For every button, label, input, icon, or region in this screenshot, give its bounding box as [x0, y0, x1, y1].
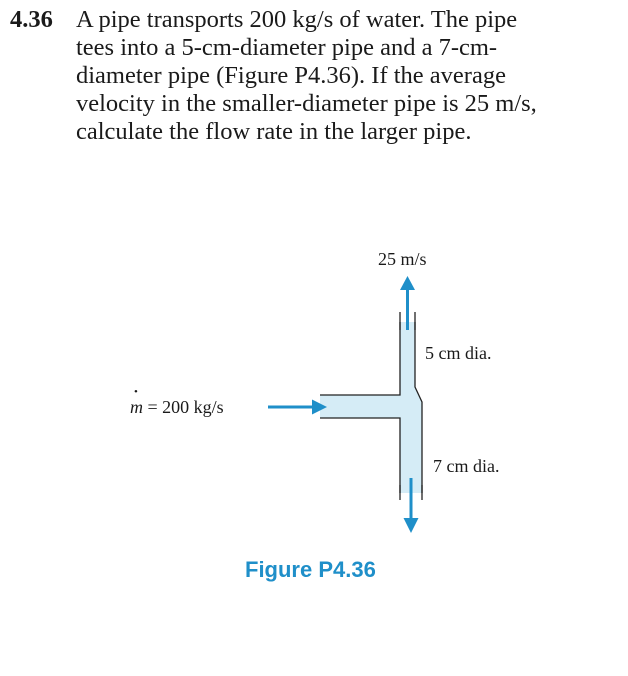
- mass-flow-symbol: • m: [130, 397, 143, 418]
- problem-number: 4.36: [10, 6, 53, 33]
- problem-line: A pipe transports 200 kg/s of water. The pipe: [76, 6, 518, 33]
- large-pipe-diameter-label: 7 cm dia.: [433, 456, 500, 476]
- large-pipe-wall-left: [320, 418, 400, 493]
- problem-line: velocity in the smaller-diameter pipe is 25 m/s,: [76, 90, 537, 117]
- mass-flow-label: [130, 397, 224, 418]
- tee-pipe: [320, 322, 422, 493]
- mass-flow-value: = 200 kg/s: [147, 397, 224, 417]
- problem-line: diameter pipe (Figure P4.36). If the average: [76, 62, 506, 89]
- problem-line: tees into a 5-cm-diameter pipe and a 7-cm-: [76, 34, 498, 61]
- small-pipe-diameter-label: 5 cm dia.: [425, 343, 492, 363]
- problem-line: calculate the flow rate in the larger pipe.: [76, 118, 472, 145]
- small-pipe-wall-left: [320, 322, 400, 395]
- velocity-label: 25 m/s: [378, 249, 427, 269]
- figure-caption: Figure P4.36: [245, 557, 376, 582]
